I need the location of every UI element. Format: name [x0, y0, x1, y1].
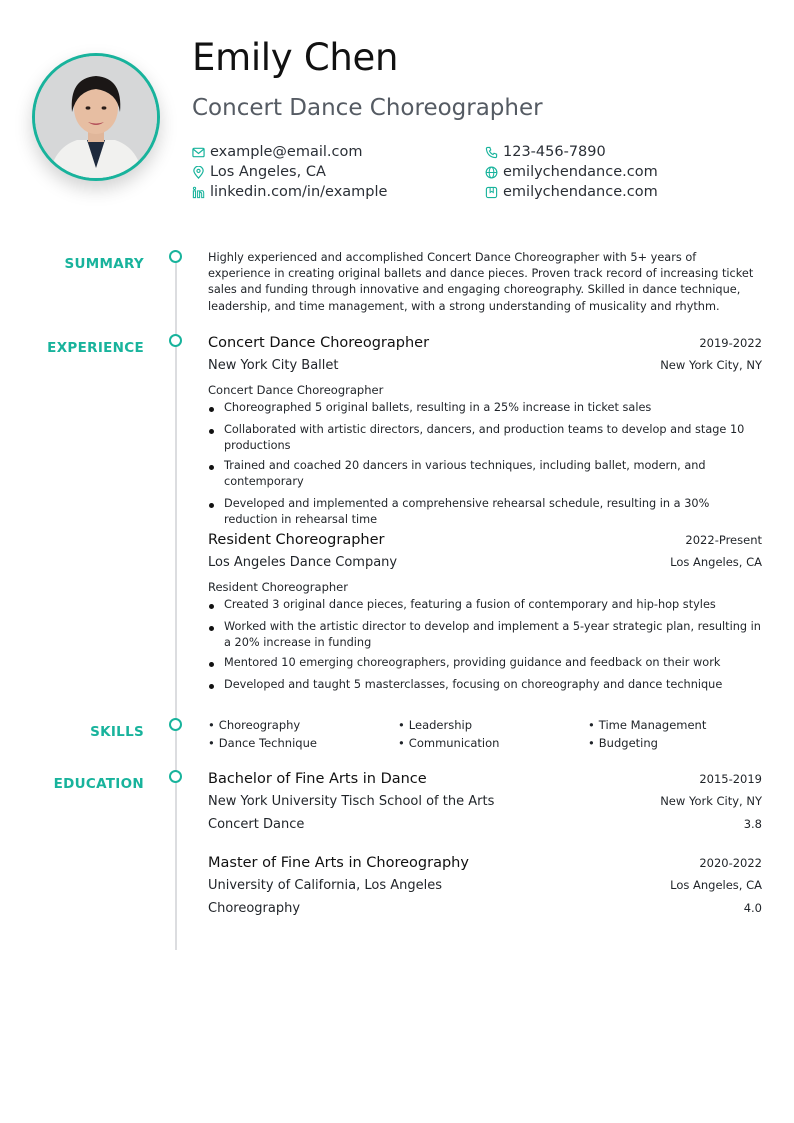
profile-photo: [32, 53, 160, 181]
skill-item: • Choreography: [208, 718, 398, 732]
job-bullet: Developed and implemented a comprehensive rehearsal schedule, resulting in a 30% reduction in rehearsal time: [208, 496, 762, 528]
school-name: University of California, Los Angeles: [208, 878, 443, 893]
job-company: New York City Ballet: [208, 358, 339, 373]
job-role: Concert Dance Choreographer: [208, 383, 384, 397]
education-entry: [208, 771, 762, 839]
candidate-name: Emily Chen: [192, 36, 399, 79]
gpa: 3.8: [743, 817, 762, 831]
job-entry: [208, 335, 762, 528]
portfolio-icon: [485, 186, 498, 199]
skills-grid: [208, 718, 762, 750]
contact-portfolio[interactable]: [485, 182, 658, 202]
skill-item: • Dance Technique: [208, 736, 398, 750]
degree-date: 2020-2022: [699, 856, 762, 870]
job-bullets: [208, 597, 762, 693]
school-location: New York City, NY: [660, 794, 762, 808]
skills-heading: SKILLS: [90, 724, 144, 740]
education-entry: [208, 855, 762, 923]
field-of-study: Concert Dance: [208, 817, 305, 832]
mail-icon: [192, 146, 205, 159]
skills-timeline-dot: [169, 718, 182, 731]
field-of-study: Choreography: [208, 901, 301, 916]
job-location: New York City, NY: [660, 358, 762, 372]
job-bullet: Collaborated with artistic directors, dancers, and production teams to develop and stage 10 productions: [208, 422, 762, 454]
job-title: Resident Choreographer: [208, 532, 385, 548]
contact-location: [192, 162, 326, 182]
summary-heading: SUMMARY: [64, 256, 144, 272]
contact-portfolio-text: emilychendance.com: [503, 184, 658, 200]
job-date: 2022-Present: [685, 533, 762, 547]
job-bullet: Choreographed 5 original ballets, resulting in a 25% increase in ticket sales: [208, 400, 762, 416]
summary-text: Highly experienced and accomplished Concert Dance Choreographer with 5+ years of experience in creating original ballets and dance pieces. Proven track record of increasing ticket sales and funding through innovative and engaging choreography. Skilled in dance technique, leadership, and time management, with a strong understanding of musicality and rhythm.: [208, 251, 754, 313]
job-role: Resident Choreographer: [208, 580, 348, 594]
contact-website[interactable]: [485, 162, 658, 182]
summary-section: [208, 250, 762, 315]
experience-heading: EXPERIENCE: [47, 340, 144, 356]
contact-location-text: Los Angeles, CA: [210, 164, 326, 180]
job-bullet: Worked with the artistic director to develop and implement a 5-year strategic plan, resulting in a 20% increase in funding: [208, 619, 762, 651]
contact-linkedin[interactable]: [192, 182, 387, 202]
job-bullet: Created 3 original dance pieces, featuring a fusion of contemporary and hip-hop styles: [208, 597, 762, 613]
degree-title: Master of Fine Arts in Choreography: [208, 855, 469, 871]
phone-icon: [485, 146, 498, 159]
skill-item: • Communication: [398, 736, 588, 750]
contact-linkedin-text: linkedin.com/in/example: [210, 184, 388, 200]
gpa: 4.0: [743, 901, 762, 915]
experience-section: [208, 335, 762, 528]
summary-timeline-dot: [169, 250, 182, 263]
job-company: Los Angeles Dance Company: [208, 555, 398, 570]
job-bullet: Developed and taught 5 masterclasses, focusing on choreography and dance technique: [208, 677, 762, 693]
timeline-line: [175, 258, 177, 950]
contact-website-text: emilychendance.com: [503, 164, 658, 180]
globe-icon: [485, 166, 498, 179]
job-title: Concert Dance Choreographer: [208, 335, 430, 351]
candidate-title: Concert Dance Choreographer: [192, 95, 543, 121]
contact-email-text: example@email.com: [210, 144, 363, 160]
degree-date: 2015-2019: [699, 772, 762, 786]
job-bullet: Trained and coached 20 dancers in various techniques, including ballet, modern, and contemporary: [208, 458, 762, 490]
education-timeline-dot: [169, 770, 182, 783]
job-location: Los Angeles, CA: [670, 555, 762, 569]
contact-phone[interactable]: [485, 142, 606, 162]
contact-phone-text: 123-456-7890: [503, 144, 606, 160]
job-bullet: Mentored 10 emerging choreographers, providing guidance and feedback on their work: [208, 655, 762, 671]
map-pin-icon: [192, 166, 205, 179]
education-heading: EDUCATION: [53, 776, 144, 792]
job-bullets: [208, 400, 762, 528]
job-date: 2019-2022: [699, 336, 762, 350]
skill-item: • Budgeting: [588, 736, 762, 750]
skills-section: [208, 718, 762, 750]
skill-item: • Time Management: [588, 718, 762, 732]
experience-timeline-dot: [169, 334, 182, 347]
linkedin-icon: [192, 186, 205, 199]
job-entry: [208, 532, 762, 693]
contact-email[interactable]: [192, 142, 362, 162]
school-location: Los Angeles, CA: [670, 878, 762, 892]
skill-item: • Leadership: [398, 718, 588, 732]
school-name: New York University Tisch School of the Arts: [208, 794, 495, 809]
degree-title: Bachelor of Fine Arts in Dance: [208, 771, 427, 787]
